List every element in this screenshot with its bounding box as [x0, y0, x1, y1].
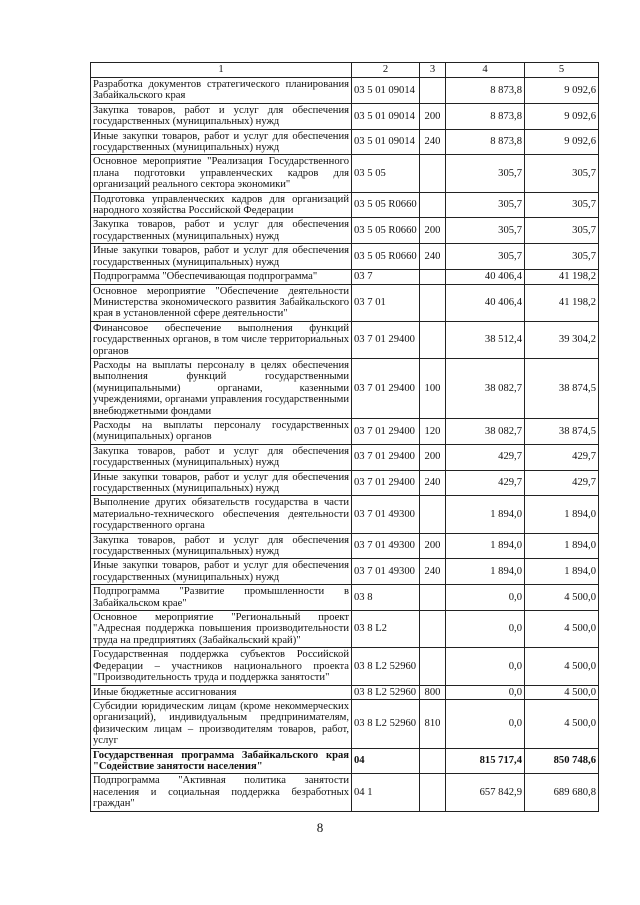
- column-header-3: 3: [420, 63, 446, 78]
- table-row: [91, 444, 599, 470]
- row-amount-year1-cell: 657 842,9: [446, 774, 525, 811]
- row-name-cell: Подпрограмма "Обеспечивающая подпрограмма": [91, 270, 352, 284]
- row-expense-type-cell: [420, 284, 446, 321]
- table-header-row: [91, 63, 599, 78]
- row-amount-year1-cell: 305,7: [446, 244, 525, 270]
- table-row: [91, 470, 599, 496]
- row-amount-year2-cell: 41 198,2: [525, 284, 599, 321]
- row-amount-year1-cell: 0,0: [446, 611, 525, 648]
- table-row: [91, 155, 599, 192]
- row-code-cell: 03 8 L2 52960: [352, 699, 420, 748]
- table-row: [91, 284, 599, 321]
- row-name-cell: Финансовое обеспечение выполнения функций государственных органов, в том числе территориальных органов: [91, 321, 352, 358]
- column-header-5: 5: [525, 63, 599, 78]
- row-name-cell: Основное мероприятие "Обеспечение деятельности Министерства экономического развития Забайкальского края в установленной сфере деятельности": [91, 284, 352, 321]
- table-row: [91, 648, 599, 685]
- row-amount-year1-cell: 1 894,0: [446, 559, 525, 585]
- row-code-cell: 03 7 01 49300: [352, 496, 420, 533]
- row-amount-year1-cell: 40 406,4: [446, 284, 525, 321]
- row-expense-type-cell: [420, 774, 446, 811]
- row-amount-year1-cell: 815 717,4: [446, 748, 525, 774]
- table-row: [91, 699, 599, 748]
- table-row: [91, 321, 599, 358]
- row-amount-year2-cell: 38 874,5: [525, 418, 599, 444]
- row-amount-year1-cell: 305,7: [446, 192, 525, 218]
- row-name-cell: Иные закупки товаров, работ и услуг для обеспечения государственных (муниципальных) нужд: [91, 244, 352, 270]
- row-code-cell: 03 7 01 29400: [352, 321, 420, 358]
- row-amount-year2-cell: 1 894,0: [525, 533, 599, 559]
- row-name-cell: Закупка товаров, работ и услуг для обеспечения государственных (муниципальных) нужд: [91, 103, 352, 129]
- row-code-cell: 03 7 01 49300: [352, 559, 420, 585]
- row-amount-year2-cell: 9 092,6: [525, 103, 599, 129]
- row-name-cell: Иные бюджетные ассигнования: [91, 685, 352, 699]
- row-name-cell: Закупка товаров, работ и услуг для обеспечения государственных (муниципальных) нужд: [91, 218, 352, 244]
- row-code-cell: 03 5 01 09014: [352, 103, 420, 129]
- row-amount-year2-cell: 38 874,5: [525, 358, 599, 418]
- table-row: [91, 192, 599, 218]
- row-amount-year2-cell: 850 748,6: [525, 748, 599, 774]
- table-row: [91, 270, 599, 284]
- row-amount-year2-cell: 39 304,2: [525, 321, 599, 358]
- row-amount-year1-cell: 38 082,7: [446, 358, 525, 418]
- row-amount-year2-cell: 4 500,0: [525, 685, 599, 699]
- row-code-cell: 04: [352, 748, 420, 774]
- row-name-cell: Подготовка управленческих кадров для организаций народного хозяйства Российской Федерации: [91, 192, 352, 218]
- row-amount-year1-cell: 0,0: [446, 699, 525, 748]
- row-expense-type-cell: [420, 155, 446, 192]
- row-expense-type-cell: [420, 270, 446, 284]
- row-code-cell: 03 8 L2: [352, 611, 420, 648]
- table-row: [91, 559, 599, 585]
- row-amount-year2-cell: 4 500,0: [525, 611, 599, 648]
- row-expense-type-cell: 240: [420, 470, 446, 496]
- row-amount-year1-cell: 305,7: [446, 155, 525, 192]
- row-name-cell: Закупка товаров, работ и услуг для обеспечения государственных (муниципальных) нужд: [91, 533, 352, 559]
- row-amount-year1-cell: 40 406,4: [446, 270, 525, 284]
- column-header-4: 4: [446, 63, 525, 78]
- row-amount-year2-cell: 689 680,8: [525, 774, 599, 811]
- row-name-cell: Основное мероприятие "Реализация Государственного плана подготовки управленческих кадров для организаций реального сектора экономики": [91, 155, 352, 192]
- row-name-cell: Государственная поддержка субъектов Российской Федерации – участников национального проекта "Производительность труда и поддержка занятости": [91, 648, 352, 685]
- row-name-cell: Расходы на выплаты персоналу в целях обеспечения выполнения функций государственными (муниципальными) органами, казенными учреждениями, органами управления государственными внебюджетными фондами: [91, 358, 352, 418]
- budget-table: [90, 62, 599, 812]
- row-expense-type-cell: [420, 192, 446, 218]
- row-amount-year2-cell: 1 894,0: [525, 496, 599, 533]
- row-amount-year1-cell: 429,7: [446, 444, 525, 470]
- row-name-cell: Подпрограмма "Развитие промышленности в Забайкальском крае": [91, 585, 352, 611]
- row-expense-type-cell: 120: [420, 418, 446, 444]
- row-amount-year1-cell: 8 873,8: [446, 78, 525, 104]
- row-amount-year1-cell: 0,0: [446, 648, 525, 685]
- row-code-cell: 03 7 01 29400: [352, 358, 420, 418]
- row-name-cell: Иные закупки товаров, работ и услуг для обеспечения государственных (муниципальных) нужд: [91, 129, 352, 155]
- row-amount-year2-cell: 9 092,6: [525, 129, 599, 155]
- row-amount-year2-cell: 41 198,2: [525, 270, 599, 284]
- row-expense-type-cell: 240: [420, 244, 446, 270]
- row-code-cell: 03 5 05 R0660: [352, 244, 420, 270]
- table-row: [91, 78, 599, 104]
- row-amount-year1-cell: 0,0: [446, 585, 525, 611]
- row-amount-year2-cell: 1 894,0: [525, 559, 599, 585]
- row-expense-type-cell: [420, 321, 446, 358]
- row-amount-year2-cell: 429,7: [525, 470, 599, 496]
- row-amount-year2-cell: 305,7: [525, 192, 599, 218]
- row-code-cell: 03 5 01 09014: [352, 78, 420, 104]
- row-expense-type-cell: [420, 748, 446, 774]
- row-amount-year2-cell: 4 500,0: [525, 585, 599, 611]
- row-expense-type-cell: 240: [420, 559, 446, 585]
- row-expense-type-cell: 100: [420, 358, 446, 418]
- row-expense-type-cell: [420, 585, 446, 611]
- row-code-cell: 03 5 01 09014: [352, 129, 420, 155]
- row-amount-year2-cell: 305,7: [525, 244, 599, 270]
- row-code-cell: 03 7 01 29400: [352, 444, 420, 470]
- row-amount-year1-cell: 8 873,8: [446, 103, 525, 129]
- row-name-cell: Закупка товаров, работ и услуг для обеспечения государственных (муниципальных) нужд: [91, 444, 352, 470]
- table-row: [91, 418, 599, 444]
- row-code-cell: 03 7 01 49300: [352, 533, 420, 559]
- table-row: [91, 685, 599, 699]
- table-row: [91, 496, 599, 533]
- row-amount-year2-cell: 305,7: [525, 218, 599, 244]
- row-expense-type-cell: [420, 78, 446, 104]
- row-name-cell: Расходы на выплаты персоналу государственных (муниципальных) органов: [91, 418, 352, 444]
- row-name-cell: Выполнение других обязательств государства в части материально-технического обеспечения деятельности государственного органа: [91, 496, 352, 533]
- row-amount-year1-cell: 305,7: [446, 218, 525, 244]
- row-expense-type-cell: 800: [420, 685, 446, 699]
- row-name-cell: Субсидии юридическим лицам (кроме некоммерческих организаций), индивидуальным предпринимателям, физическим лицам – производителям товаров, работ, услуг: [91, 699, 352, 748]
- row-expense-type-cell: 200: [420, 533, 446, 559]
- row-expense-type-cell: [420, 611, 446, 648]
- table-row: [91, 103, 599, 129]
- row-expense-type-cell: 200: [420, 103, 446, 129]
- row-name-cell: Основное мероприятие "Региональный проект "Адресная поддержка повышения производительности труда на предприятиях (Забайкальский край)": [91, 611, 352, 648]
- row-amount-year2-cell: 429,7: [525, 444, 599, 470]
- row-expense-type-cell: 200: [420, 218, 446, 244]
- row-code-cell: 03 7 01: [352, 284, 420, 321]
- row-amount-year1-cell: 1 894,0: [446, 496, 525, 533]
- row-amount-year1-cell: 8 873,8: [446, 129, 525, 155]
- column-header-2: 2: [352, 63, 420, 78]
- table-row: [91, 611, 599, 648]
- table-row: [91, 244, 599, 270]
- table-row: [91, 533, 599, 559]
- table-body: [91, 78, 599, 812]
- row-code-cell: 03 7 01 29400: [352, 470, 420, 496]
- row-amount-year2-cell: 305,7: [525, 155, 599, 192]
- row-code-cell: 03 5 05 R0660: [352, 218, 420, 244]
- row-name-cell: Государственная программа Забайкальского края "Содействие занятости населения": [91, 748, 352, 774]
- row-code-cell: 03 7: [352, 270, 420, 284]
- column-header-1: 1: [91, 63, 352, 78]
- row-expense-type-cell: 810: [420, 699, 446, 748]
- table-row: [91, 585, 599, 611]
- page-number: 8: [316, 820, 324, 835]
- row-name-cell: Иные закупки товаров, работ и услуг для обеспечения государственных (муниципальных) нужд: [91, 470, 352, 496]
- row-amount-year1-cell: 1 894,0: [446, 533, 525, 559]
- row-amount-year2-cell: 4 500,0: [525, 648, 599, 685]
- row-expense-type-cell: 200: [420, 444, 446, 470]
- table-row: [91, 129, 599, 155]
- row-amount-year1-cell: 0,0: [446, 685, 525, 699]
- row-code-cell: 03 8 L2 52960: [352, 648, 420, 685]
- row-amount-year1-cell: 38 512,4: [446, 321, 525, 358]
- row-expense-type-cell: [420, 648, 446, 685]
- row-code-cell: 03 5 05: [352, 155, 420, 192]
- row-code-cell: 03 8 L2 52960: [352, 685, 420, 699]
- row-amount-year2-cell: 4 500,0: [525, 699, 599, 748]
- table-row: [91, 748, 599, 774]
- row-code-cell: 04 1: [352, 774, 420, 811]
- table-row: [91, 774, 599, 811]
- row-expense-type-cell: [420, 496, 446, 533]
- row-amount-year2-cell: 9 092,6: [525, 78, 599, 104]
- row-amount-year1-cell: 38 082,7: [446, 418, 525, 444]
- row-name-cell: Подпрограмма "Активная политика занятости населения и социальная поддержка безработных граждан": [91, 774, 352, 811]
- row-code-cell: 03 8: [352, 585, 420, 611]
- table-row: [91, 218, 599, 244]
- row-amount-year1-cell: 429,7: [446, 470, 525, 496]
- row-name-cell: Разработка документов стратегического планирования Забайкальского края: [91, 78, 352, 104]
- table-row: [91, 358, 599, 418]
- row-expense-type-cell: 240: [420, 129, 446, 155]
- row-code-cell: 03 7 01 29400: [352, 418, 420, 444]
- row-code-cell: 03 5 05 R0660: [352, 192, 420, 218]
- row-name-cell: Иные закупки товаров, работ и услуг для обеспечения государственных (муниципальных) нужд: [91, 559, 352, 585]
